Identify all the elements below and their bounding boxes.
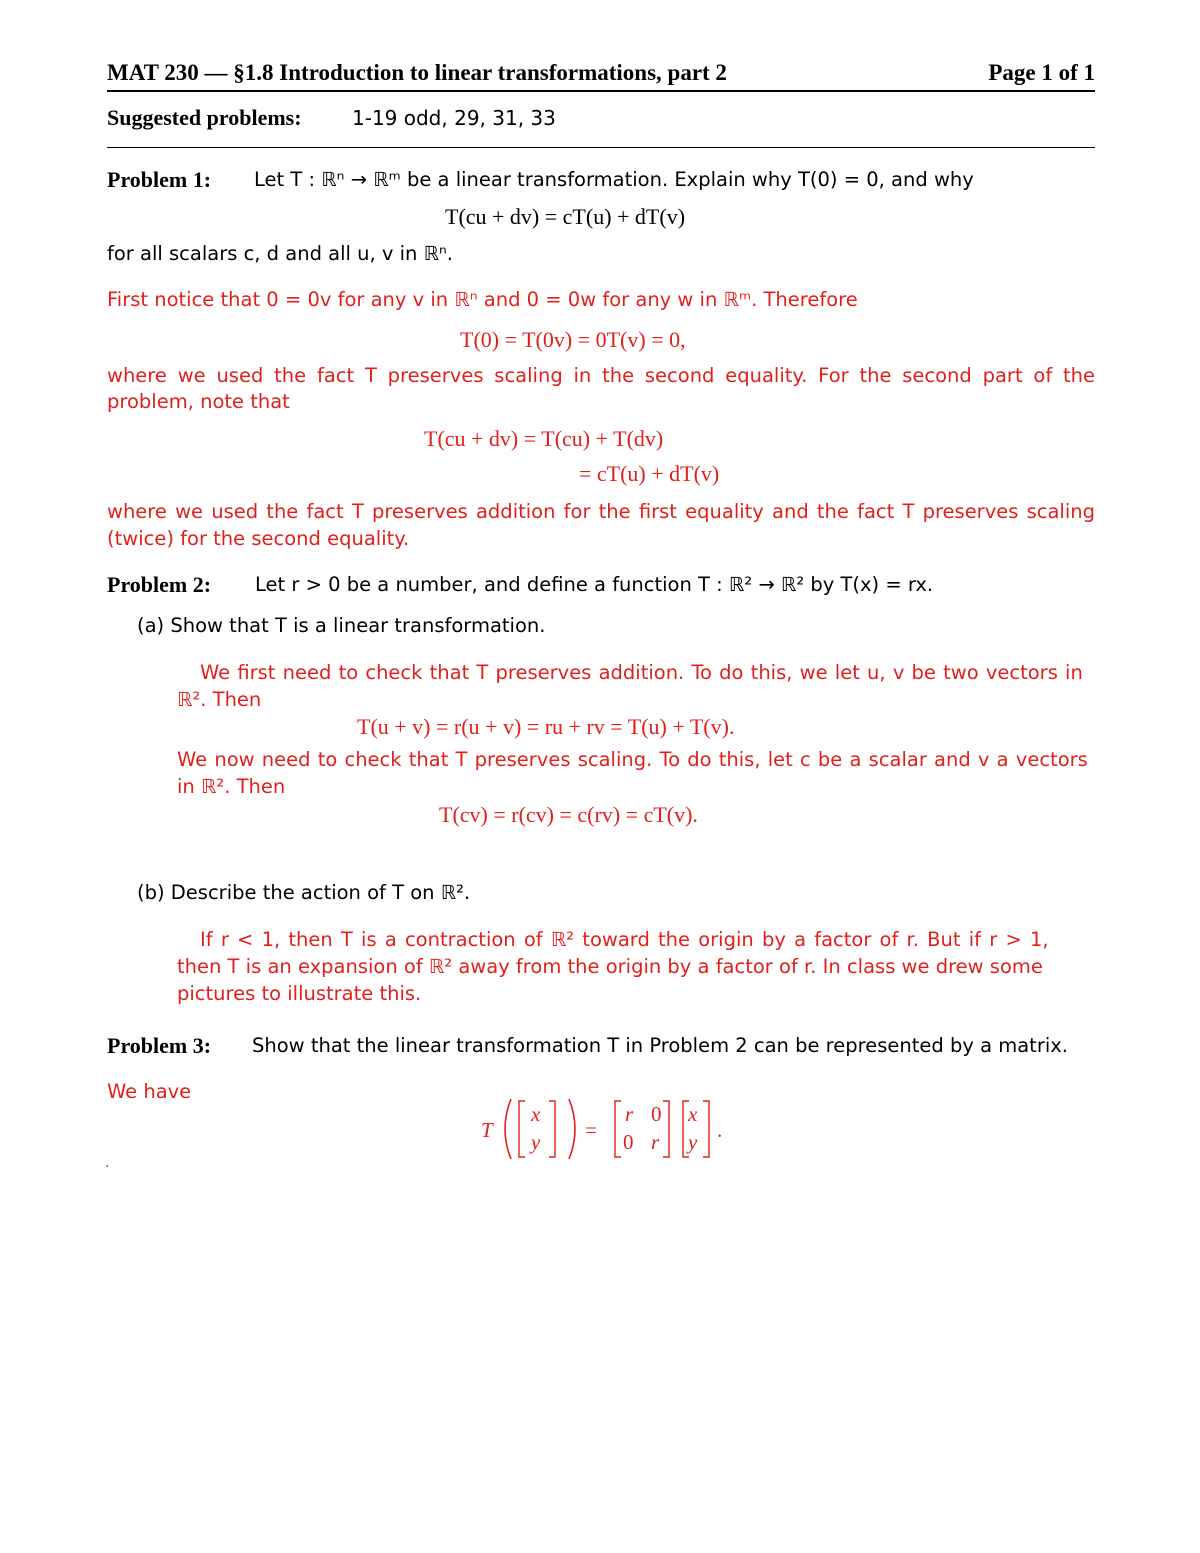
problem-1-solution-eq1: T(0) = T(0v) = 0T(v) = 0, bbox=[460, 327, 686, 352]
problem-2b-solution-2: then T is an expansion of ℝ² away from the origin by a factor of r. In class we drew some bbox=[177, 955, 1043, 978]
header-title: MAT 230 — §1.8 Introduction to linear transformations, part 2 bbox=[107, 60, 727, 85]
matrix-right-bracket-icon bbox=[663, 1101, 669, 1157]
problem-2-part-b: (b) Describe the action of T on ℝ². bbox=[137, 881, 471, 904]
matrix-r-22: r bbox=[651, 1130, 660, 1154]
problem-1-label: Problem 1: bbox=[107, 167, 212, 192]
problem-2a-equation-1: T(u + v) = r(u + v) = ru + rv = T(u) + T(v). bbox=[357, 714, 735, 739]
suggested-text: 1-19 odd, 29, 31, 33 bbox=[352, 106, 556, 130]
vector2-right-bracket-icon bbox=[703, 1101, 709, 1157]
vector2-x: x bbox=[688, 1102, 698, 1126]
right-paren-icon bbox=[569, 1099, 575, 1159]
problem-2a-solution-1b: ℝ². Then bbox=[177, 688, 262, 711]
problem-1-solution-2b: problem, note that bbox=[107, 390, 290, 413]
problem-1-solution-3a: where we used the fact T preserves addition for the first equality and the fact T preserves scaling bbox=[107, 500, 1095, 523]
problem-1-solution-2a: where we used the fact T preserves scaling in the second equality. For the second part of the bbox=[107, 364, 1095, 387]
matrix-zero-12: 0 bbox=[651, 1102, 662, 1126]
problem-2b-solution-3: pictures to illustrate this. bbox=[177, 982, 422, 1005]
problem-2-statement: Let r > 0 be a number, and define a function T : ℝ² → ℝ² by T(x) = rx. bbox=[255, 573, 934, 596]
problem-2a-solution-2b: in ℝ². Then bbox=[177, 775, 286, 798]
vector2-y: y bbox=[688, 1130, 698, 1154]
matrix-r-11: r bbox=[625, 1102, 634, 1126]
problem-2a-equation-2: T(cv) = r(cv) = c(rv) = cT(v). bbox=[439, 802, 698, 827]
problem-2b-solution-1: If r < 1, then T is a contraction of ℝ² toward the origin by a factor of r. But if r > 1, bbox=[200, 928, 1049, 951]
left-paren-icon bbox=[505, 1099, 511, 1159]
problem-1-statement-b: for all scalars c, d and all u, v in ℝⁿ. bbox=[107, 242, 454, 265]
vector-y: y bbox=[531, 1130, 541, 1154]
right-bracket-icon bbox=[549, 1101, 555, 1157]
matrix-zero-21: 0 bbox=[623, 1130, 634, 1154]
problem-1-solution-1: First notice that 0 = 0v for any v in ℝⁿ and 0 = 0w for any w in ℝᵐ. Therefore bbox=[107, 288, 858, 311]
problem-1-statement-a: Let T : ℝⁿ → ℝᵐ be a linear transformation. Explain why T(0) = 0, and why bbox=[254, 168, 974, 191]
problem-3-label: Problem 3: bbox=[107, 1033, 212, 1058]
problem-1-solution-eq2b: = cT(u) + dT(v) bbox=[579, 461, 720, 486]
matrix-eq-period: . bbox=[717, 1118, 723, 1142]
page-header bbox=[107, 58, 1095, 92]
problem-1-equation: T(cu + dv) = cT(u) + dT(v) bbox=[445, 204, 686, 229]
matrix-left-bracket-icon bbox=[615, 1101, 621, 1157]
problem-3-trailing-dot: . bbox=[105, 1155, 110, 1171]
problem-1-solution-eq2a: T(cu + dv) = T(cu) + T(dv) bbox=[424, 426, 664, 451]
problem-2-label: Problem 2: bbox=[107, 572, 212, 597]
matrix-eq-T: T bbox=[481, 1118, 493, 1142]
suggested-problems bbox=[107, 105, 1095, 148]
problem-2-part-a: (a) Show that T is a linear transformation. bbox=[137, 614, 546, 637]
matrix-equation bbox=[477, 1095, 737, 1165]
suggested-label: Suggested problems: bbox=[107, 105, 302, 130]
problem-1-solution-3b: (twice) for the second equality. bbox=[107, 527, 410, 550]
problem-2a-solution-1a: We first need to check that T preserves addition. To do this, we let u, v be two vectors in bbox=[200, 661, 1083, 684]
problem-3-solution: We have bbox=[107, 1080, 192, 1103]
problem-2a-solution-2a: We now need to check that T preserves scaling. To do this, let c be a scalar and v a vectors bbox=[177, 748, 1088, 771]
header-page-number: Page 1 of 1 bbox=[988, 60, 1095, 85]
matrix-eq-equals: = bbox=[585, 1118, 597, 1142]
left-bracket-icon bbox=[519, 1101, 525, 1157]
problem-3-statement: Show that the linear transformation T in Problem 2 can be represented by a matrix. bbox=[252, 1034, 1068, 1057]
vector-x: x bbox=[531, 1102, 541, 1126]
